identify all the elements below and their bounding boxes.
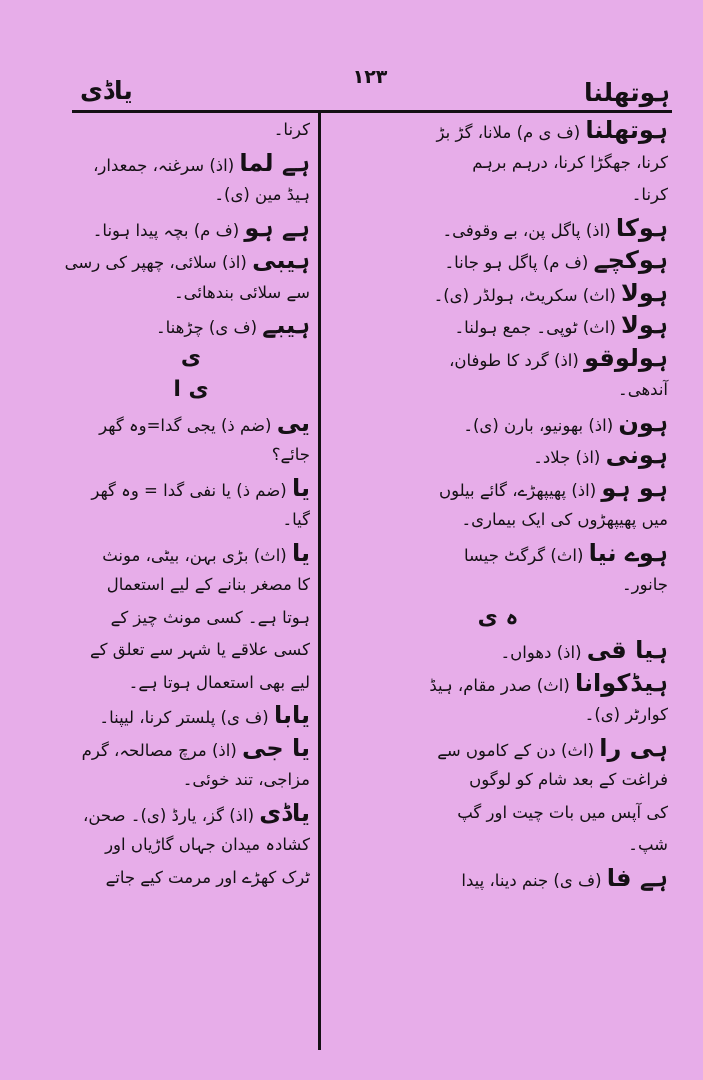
headword: ہے لما	[239, 148, 310, 177]
headword: ہے ہو	[244, 213, 310, 242]
definition-text: (ف ی) جنم دینا، پیدا	[461, 870, 607, 890]
headword: یا	[291, 538, 310, 567]
headword: ہیا قی	[586, 636, 668, 664]
entry-line	[72, 439, 310, 472]
headword: ہے فا	[606, 863, 668, 892]
headword: یا	[291, 473, 310, 502]
right-column	[328, 114, 668, 894]
headword: ہون	[618, 408, 668, 437]
definition-text: (اث) سکریٹ، ہولڈر (ی)۔	[433, 285, 622, 305]
definition-text: کرنا۔	[273, 120, 310, 139]
definition-text: کرنا۔	[631, 185, 668, 204]
entry-line	[328, 829, 668, 862]
entry-line	[328, 179, 668, 212]
entry-line	[72, 309, 310, 342]
headword: ہوکچے	[593, 246, 668, 274]
entry-line	[72, 407, 310, 440]
entry-line	[328, 634, 668, 667]
definition-text: فراغت کے بعد شام کو لوگوں	[469, 770, 668, 789]
definition-text: سے سلائی بندھائی۔	[174, 282, 310, 302]
definition-text: (اث) دن کے کاموں سے	[437, 740, 600, 760]
header-rule	[72, 110, 672, 113]
headword: ہی را	[599, 733, 668, 762]
entry-line	[328, 342, 668, 375]
headword: ہیڈکوانا	[575, 668, 668, 697]
definition-text: (ف ی) چڑھنا۔	[155, 318, 263, 337]
definition-text: لیے بھی استعمال ہوتا ہے۔	[128, 672, 310, 692]
entry-line	[328, 569, 668, 602]
left-column	[64, 114, 310, 894]
entry-line	[72, 114, 310, 147]
entry-line	[72, 569, 310, 602]
definition-text: (اث) ٹوپی۔ جمع ہولنا۔	[454, 318, 622, 337]
headword: ہوکا	[615, 213, 668, 242]
entry-line	[328, 147, 668, 180]
entry-line	[328, 212, 668, 245]
headword: ہولا	[621, 311, 668, 339]
definition-text: (اث) گرگٹ جیسا	[463, 545, 589, 565]
definition-text: شپ۔	[628, 835, 668, 854]
section-heading	[72, 374, 310, 407]
entry-line	[72, 537, 310, 570]
headword: ہیبے	[262, 311, 310, 339]
definition-text: کسی علاقے یا شہر سے تعلق کے	[89, 640, 310, 659]
definition-text: جانور۔	[622, 575, 668, 594]
definition-text: (اذ) جلاد۔	[533, 448, 606, 467]
definition-text: کوارٹر (ی)۔	[584, 705, 668, 724]
headword: یی	[276, 408, 310, 437]
definition-text: کا مصغر بنانے کے لیے استعمال	[106, 575, 310, 594]
entry-line	[72, 602, 310, 635]
entry-line	[72, 504, 310, 537]
entry-line	[72, 634, 310, 667]
definition-text: میں پھیپھڑوں کی ایک بیماری۔	[461, 510, 668, 529]
page-number: ۱۲۳	[352, 66, 388, 88]
definition-text: کشادہ میدان جہاں گاڑیاں اور	[105, 835, 310, 854]
definition-text: (ف ی م) ملانا، گڑ بڑ	[436, 123, 586, 142]
entry-line	[64, 244, 310, 277]
entry-line	[328, 277, 668, 310]
definition-text: (ف م) بچہ پیدا ہونا۔	[92, 220, 245, 240]
entry-line	[328, 667, 668, 700]
definition-text: کی آپس میں بات چیت اور گپ	[457, 802, 668, 822]
header-last-word: یاڈی	[80, 76, 133, 105]
definition-text: جائے؟	[271, 445, 310, 464]
headword: ہولا	[621, 278, 668, 307]
entry-line	[328, 309, 668, 342]
definition-text: (اذ) گز، یارڈ (ی)۔ صحن،	[83, 805, 260, 825]
definition-text: (اذ) دھواں۔	[500, 643, 587, 662]
definition-text: (اذ) بھونیو، بارن (ی)۔	[463, 415, 619, 435]
entry-line	[72, 732, 310, 765]
definition-text: (اذ) گرد کا طوفان،	[449, 350, 585, 370]
entry-line	[328, 504, 668, 537]
entry-line	[72, 829, 310, 862]
entry-line	[72, 179, 310, 212]
entry-line	[72, 147, 310, 180]
headword: یاڈی	[259, 798, 310, 827]
entry-line	[72, 699, 310, 732]
entry-line	[72, 862, 310, 895]
entry-line	[328, 862, 668, 895]
headword: ہونی	[605, 441, 668, 469]
definition-text: کرنا، جھگڑا کرنا، درہم برہم	[472, 152, 668, 172]
headword: ہو ہو	[601, 473, 668, 502]
definition-text: (اث) بڑی بہن، بیٹی، مونث	[102, 545, 292, 565]
entry-line	[328, 764, 668, 797]
entry-line	[328, 732, 668, 765]
definition-text: (ضم ذ) یجی گدا=وہ گھر	[99, 415, 277, 435]
entry-line	[72, 797, 310, 830]
definition-text: مزاجی، تند خوئی۔	[182, 770, 310, 789]
definition-text: ہیڈ مین (ی)۔	[214, 185, 310, 204]
headword: ہوے نیا	[588, 538, 668, 567]
definition-text: (اث) صدر مقام، ہیڈ	[429, 675, 576, 695]
headword: ہوتھلنا	[585, 116, 668, 144]
definition-text: (اذ) مرچ مصالحہ، گرم	[81, 740, 243, 760]
definition-text: (اذ) پھیپھڑے، گائے بیلوں	[438, 480, 602, 500]
headword: یابا	[273, 701, 310, 729]
entry-line	[328, 439, 668, 472]
entry-line	[328, 374, 668, 407]
headword: ہیبی	[252, 246, 310, 274]
entry-line	[72, 764, 310, 797]
definition-text: گیا۔	[282, 510, 310, 529]
section-heading	[328, 602, 668, 635]
entry-line	[328, 797, 668, 830]
definition-text: (ضم ذ) یا نفی گدا = وہ گھر	[91, 480, 292, 500]
page-header	[70, 64, 670, 114]
definition-text: (اذ) پاگل پن، بے وقوفی۔	[442, 220, 616, 240]
header-first-word: ہوتھلنا	[583, 78, 670, 107]
entry-line	[328, 537, 668, 570]
definition-text: (ف ی) پلستر کرنا، لیپنا۔	[99, 708, 274, 727]
section-heading	[72, 342, 310, 375]
section-letters: ی	[180, 344, 202, 370]
entry-line	[72, 212, 310, 245]
entry-line	[328, 699, 668, 732]
entry-line	[72, 277, 310, 310]
entry-line	[72, 667, 310, 700]
entry-line	[328, 472, 668, 505]
entry-line	[328, 407, 668, 440]
entry-line	[328, 244, 668, 277]
entry-line	[72, 472, 310, 505]
section-letters: ہ ی	[477, 604, 519, 630]
definition-text: (اذ) سلائی، چھپر کی رسی	[64, 253, 253, 272]
column-divider	[318, 113, 321, 1050]
definition-text: آندھی۔	[618, 380, 668, 399]
section-letters: ی ا	[173, 377, 209, 402]
definition-text: (اذ) سرغنہ، جمعدار،	[93, 155, 240, 175]
headword: ہولوقو	[584, 343, 668, 372]
definition-text: (ف م) پاگل ہو جانا۔	[444, 253, 594, 272]
entry-line	[328, 114, 668, 147]
definition-text: ہوتا ہے۔ کسی مونث چیز کے	[110, 607, 310, 627]
definition-text: ٹرک کھڑے اور مرمت کیے جاتے	[105, 867, 310, 887]
headword: یا جی	[242, 733, 310, 762]
